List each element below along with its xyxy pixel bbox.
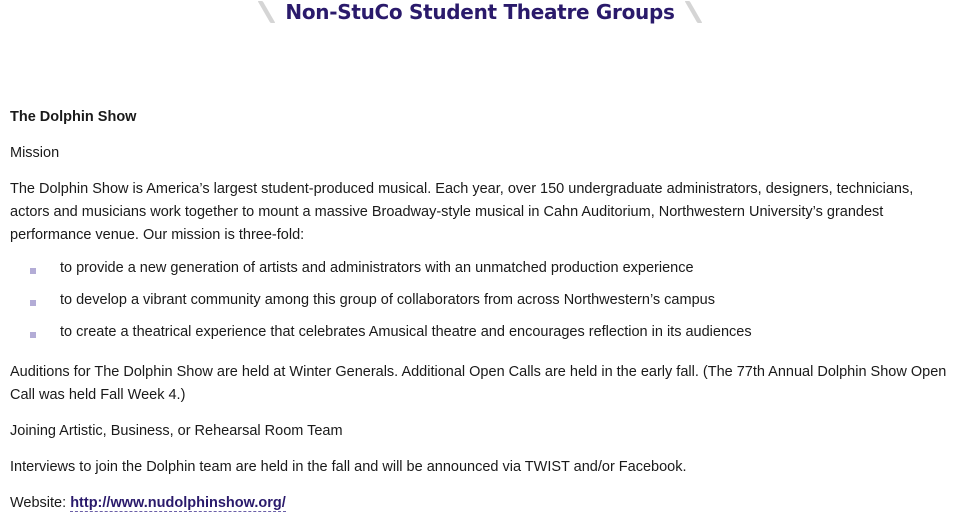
mission-text: The Dolphin Show is America’s largest student-produced musical. Each year, over 150 undergraduate administrators, designers, technicians, actors and musicians work together to mount a massive Broadway-style musical in Cahn Auditorium, Northwestern University’s grandest performance venue. Our mission is three-fold: — [10, 181, 914, 243]
square-bullet-icon — [30, 268, 36, 274]
list-item-text: to provide a new generation of artists and administrators with an unmatched production experience — [60, 260, 694, 276]
auditions-text: Auditions for The Dolphin Show are held at Winter Generals. Additional Open Calls are held in the early fall. (The 77th Annual Dolphin Show Open Call was held Fall Week 4.) — [10, 364, 947, 403]
group-entry — [10, 106, 950, 515]
list-item — [10, 257, 950, 289]
mission-list — [10, 257, 950, 353]
joining-label: Joining Artistic, Business, or Rehearsal Room Team — [10, 423, 343, 439]
square-bullet-icon — [30, 300, 36, 306]
left-slash-decoration — [258, 1, 276, 23]
section-header — [0, 0, 960, 28]
website-line — [10, 492, 950, 515]
list-item — [10, 321, 950, 353]
list-item-text: to develop a vibrant community among this group of collaborators from across Northwestern’s campus — [60, 292, 715, 308]
square-bullet-icon — [30, 332, 36, 338]
list-item — [10, 289, 950, 321]
right-slash-decoration — [684, 1, 702, 23]
website-label: Website: — [10, 495, 71, 511]
website-link[interactable]: http://www.nudolphinshow.org/ — [70, 495, 286, 511]
interviews-text: Interviews to join the Dolphin team are held in the fall and will be announced via TWIST and/or Facebook. — [10, 459, 687, 475]
mission-label: Mission — [10, 145, 60, 161]
group-name: The Dolphin Show — [10, 109, 137, 125]
list-item-text: to create a theatrical experience that celebrates Amusical theatre and encourages reflection in its audiences — [60, 324, 752, 340]
page-title: Non-StuCo Student Theatre Groups — [285, 0, 675, 24]
